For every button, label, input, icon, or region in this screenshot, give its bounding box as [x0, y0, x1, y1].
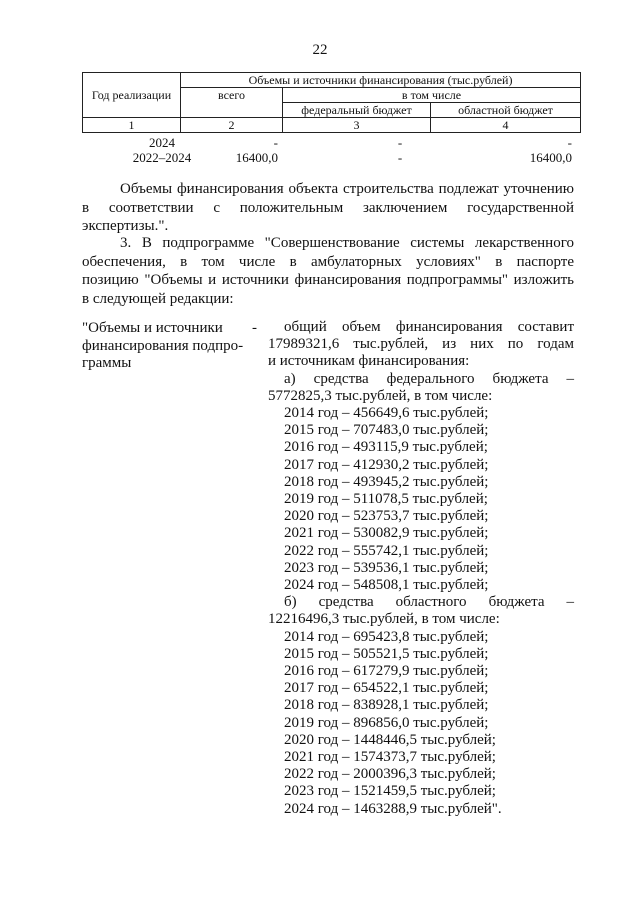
row-federal: -: [397, 135, 403, 150]
header-regional: областной бюджет: [431, 103, 581, 118]
header-total: всего: [181, 88, 283, 118]
row-federal: -: [397, 150, 403, 165]
list-item: 2016 год – 493115,9 тыс.рублей;: [284, 439, 488, 456]
passport-position-name: [82, 320, 262, 373]
passport-position-value: [268, 319, 574, 818]
header-group: Объемы и источники финансирования (тыс.рублей): [181, 73, 581, 88]
regional-line-2: 12216496,3 тыс.рублей, в том числе:: [268, 611, 500, 628]
item3-line-3: позицию "Объемы и источники финансирования подпрограммы" изложить: [82, 272, 574, 288]
list-item: 2022 год – 2000396,3 тыс.рублей;: [284, 766, 496, 783]
row-regional: -: [567, 135, 572, 150]
list-item: 2017 год – 412930,2 тыс.рублей;: [284, 456, 489, 473]
row-total: -: [273, 135, 278, 150]
header-federal: федеральный бюджет: [283, 103, 431, 118]
list-item: 2014 год – 456649,6 тыс.рублей;: [284, 405, 489, 422]
list-item: 2020 год – 1448446,5 тыс.рублей;: [284, 731, 496, 748]
list-item: 2016 год – 617279,9 тыс.рублей;: [284, 663, 489, 680]
list-item: 2018 год – 493945,2 тыс.рублей;: [284, 473, 489, 490]
list-item: 2023 год – 1521459,5 тыс.рублей;: [284, 783, 496, 800]
note-line-3: экспертизы.".: [82, 218, 169, 234]
col-number-4: 4: [431, 118, 581, 133]
header-including: в том числе: [283, 88, 581, 103]
federal-line-1: а) средства федерального бюджета –: [284, 370, 574, 387]
intro-line-1: общий объем финансирования составит: [284, 319, 574, 335]
col-number-3: 3: [283, 118, 431, 133]
note-line-1: Объемы финансирования объекта строительства подлежат уточнению: [120, 181, 574, 197]
federal-line-2: 5772825,3 тыс.рублей, в том числе:: [268, 387, 493, 404]
list-item: 2021 год – 530082,9 тыс.рублей;: [284, 525, 489, 542]
list-item: 2024 год – 548508,1 тыс.рублей;: [284, 577, 489, 594]
intro-line-2: 17989321,6 тыс.рублей, из них по годам: [268, 336, 574, 353]
table-row: [0, 150, 640, 166]
row-year: 2024: [149, 135, 175, 150]
page-number: 22: [312, 42, 328, 58]
item3-line-2: обеспечения, в том числе в амбулаторных условиях" в паспорте: [82, 253, 574, 270]
list-item: 2019 год – 896856,0 тыс.рублей;: [284, 714, 489, 731]
list-item: 2018 год – 838928,1 тыс.рублей;: [284, 697, 489, 714]
list-item: 2015 год – 707483,0 тыс.рублей;: [284, 422, 489, 439]
col-number-2: 2: [181, 118, 283, 133]
note-line-2: в соответствии с положительным заключением государственной: [82, 199, 574, 216]
list-item: 2019 год – 511078,5 тыс.рублей;: [284, 491, 488, 508]
list-item: 2024 год – 1463288,9 тыс.рублей".: [284, 800, 502, 817]
position-line-2: финансирования подпро-: [82, 337, 244, 354]
row-regional: 16400,0: [529, 150, 572, 165]
intro-line-3: и источникам финансирования:: [268, 353, 470, 370]
position-line-3: граммы: [82, 355, 132, 371]
list-item: 2022 год – 555742,1 тыс.рублей;: [284, 542, 489, 559]
row-total: 16400,0: [235, 150, 278, 165]
item-3-paragraph: [82, 234, 574, 308]
list-item: 2020 год – 523753,7 тыс.рублей;: [284, 508, 489, 525]
financing-table: [82, 72, 581, 133]
position-dash: -: [252, 320, 257, 336]
list-item: 2015 год – 505521,5 тыс.рублей;: [284, 645, 489, 662]
item3-line-1: 3. В подпрограмме "Совершенствование системы лекарственного: [120, 235, 574, 251]
list-item: 2021 год – 1574373,7 тыс.рублей;: [284, 749, 496, 766]
position-line-1: "Объемы и источники: [82, 320, 223, 336]
header-year: Год реализации: [83, 73, 181, 118]
table-row: [0, 135, 640, 151]
list-item: 2017 год – 654522,1 тыс.рублей;: [284, 680, 489, 697]
col-number-1: 1: [83, 118, 181, 133]
item3-line-4: в следующей редакции:: [82, 290, 234, 307]
note-paragraph: [82, 180, 574, 236]
list-item: 2023 год – 539536,1 тыс.рублей;: [284, 559, 489, 576]
regional-line-1: б) средства областного бюджета –: [284, 594, 574, 611]
list-item: 2014 год – 695423,8 тыс.рублей;: [284, 628, 489, 645]
row-year: 2022–2024: [132, 150, 192, 165]
